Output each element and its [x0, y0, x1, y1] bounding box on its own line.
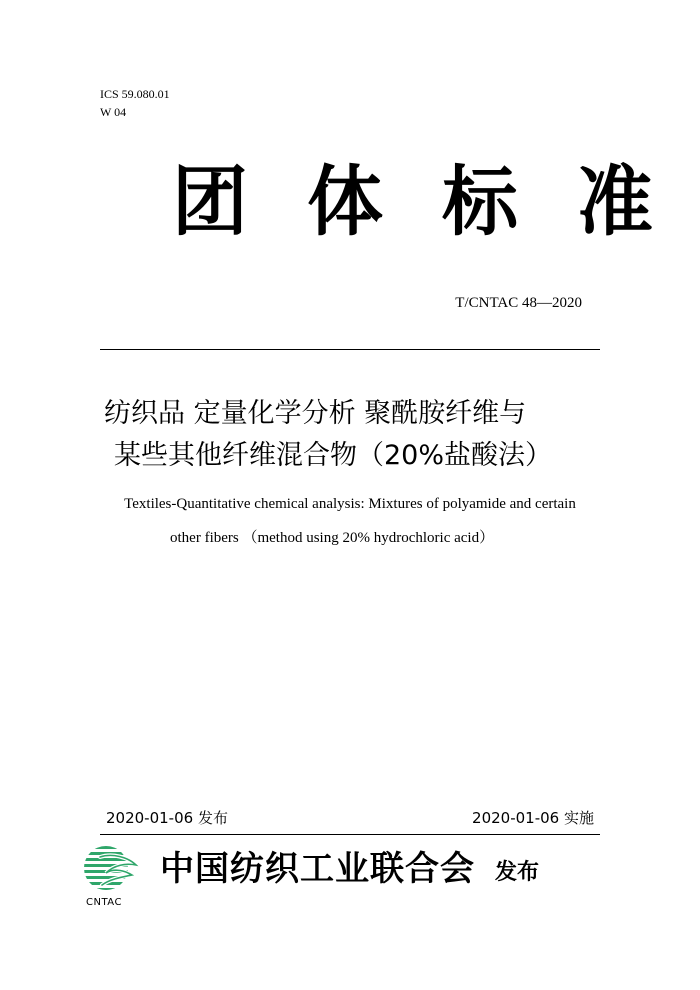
- classification-code: W 04: [100, 105, 127, 119]
- cntac-logo-icon: [82, 843, 140, 893]
- standard-number: T/CNTAC 48—2020: [455, 295, 582, 311]
- chinese-title-line-2: 某些其他纤维混合物（20%盐酸法）: [114, 440, 553, 471]
- logo-caption: CNTAC: [86, 897, 122, 908]
- implementation-date: 2020-01-06 实施: [472, 809, 594, 827]
- publish-label: 发布: [495, 860, 540, 885]
- document-type-title: 团 体 标 准: [172, 161, 673, 245]
- publish-date: 2020-01-06 发布: [106, 809, 228, 827]
- chinese-title-line-1: 纺织品 定量化学分析 聚酰胺纤维与: [104, 398, 527, 429]
- bottom-divider: [100, 834, 600, 835]
- english-title-line-1: Textiles-Quantitative chemical analysis: Mixtures of polyamide and certain: [124, 496, 576, 512]
- ics-code: ICS 59.080.01: [100, 87, 170, 101]
- english-title-line-2: other fibers （method using 20% hydrochloric acid）: [170, 530, 495, 546]
- top-divider: [100, 349, 600, 350]
- publishing-organization: 中国纺织工业联合会: [160, 851, 475, 888]
